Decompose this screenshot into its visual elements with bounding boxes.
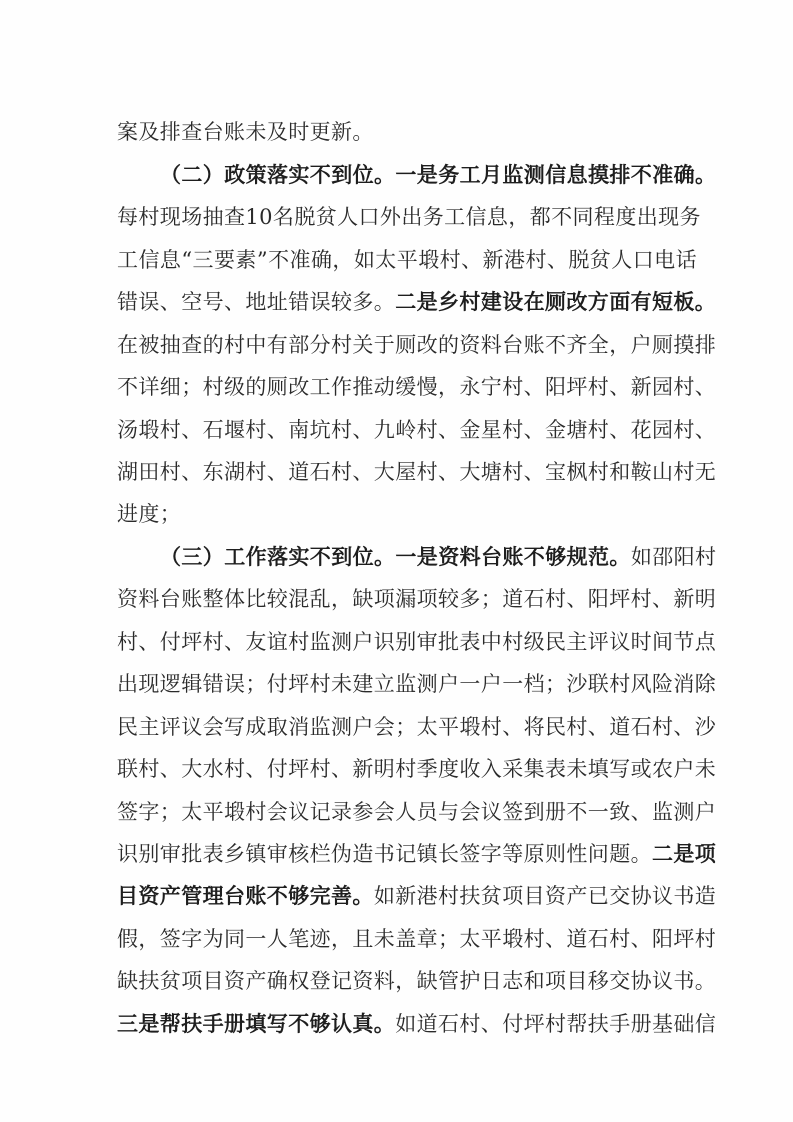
text-line — [117, 664, 717, 704]
section-heading: （三）工作落实不到位。一是资料台账不够规范。 — [160, 544, 631, 569]
text-run: 识别审批表乡镇审核栏伪造书记镇长签字等原则性问题。 — [117, 842, 652, 866]
text-line — [117, 452, 717, 492]
text-line — [117, 749, 717, 789]
text-line — [117, 622, 717, 662]
bold-run: 目资产管理台账不够完善。 — [117, 883, 374, 908]
text-line — [117, 579, 717, 619]
text-run: 不详细；村级的厕改工作推动缓慢，永宁村、阳坪村、新园村、 — [117, 375, 717, 399]
text-line — [117, 792, 717, 832]
text-run: 在被抽查的村中有部分村关于厕改的资料台账不齐全，户厕摸排 — [117, 333, 717, 357]
text-run: 工信息“三要素”不准确，如太平塅村、新港村、脱贫人口电话 — [117, 248, 697, 272]
text-line — [117, 367, 717, 407]
bold-run: 二是乡村建设在厕改方面有短板。 — [395, 289, 717, 314]
text-run: 进度； — [117, 502, 182, 526]
text-run: 民主评议会写成取消监测户会；太平塅村、将民村、道石村、沙 — [117, 715, 717, 739]
text-run: 村、付坪村、友谊村监测户识别审批表中村级民主评议时间节点 — [117, 630, 717, 654]
text-line — [117, 876, 717, 916]
text-line — [117, 707, 717, 747]
text-line — [117, 961, 717, 1001]
text-run: 签字；太平塅村会议记录参会人员与会议签到册不一致、监测户 — [117, 800, 717, 824]
text-line — [117, 919, 717, 959]
text-run: 缺扶贫项目资产确权登记资料，缺管护日志和项目移交协议书。 — [117, 969, 717, 993]
text-run: 如新港村扶贫项目资产已交协议书造 — [373, 884, 717, 908]
bold-run: 三是帮扶手册填写不够认真。 — [117, 1011, 396, 1036]
text-line — [117, 197, 701, 237]
text-line — [117, 834, 717, 874]
text-run: 错误、空号、地址错误较多。 — [117, 290, 396, 314]
text-run: 假，签字为同一人笔迹，且未盖章；太平塅村、道石村、阳坪村 — [117, 927, 717, 951]
section-heading-line — [160, 155, 717, 195]
text-line — [117, 112, 697, 152]
text-run: 资料台账整体比较混乱，缺项漏项较多；道石村、阳坪村、新明 — [117, 587, 717, 611]
text-run: 出现逻辑错误；付坪村未建立监测户一户一档；沙联村风险消除 — [117, 672, 717, 696]
text-run: 案及排查台账未及时更新。 — [117, 120, 374, 144]
text-run: 联村、大水村、付坪村、新明村季度收入采集表未填写或农户未 — [117, 757, 717, 781]
text-run: 湖田村、东湖村、道石村、大屋村、大塘村、宝枫村和鞍山村无 — [117, 460, 717, 484]
text-run: 每村现场抽查10名脱贫人口外出务工信息，都不同程度出现务 — [117, 205, 701, 229]
text-run: 如邵阳村 — [630, 545, 717, 569]
section-heading: （二）政策落实不到位。一是务工月监测信息摸排不准确。 — [160, 162, 717, 187]
text-run: 汤塅村、石堰村、南坑村、九岭村、金星村、金塘村、花园村、 — [117, 418, 717, 442]
section-heading-line — [160, 537, 717, 577]
text-line — [117, 325, 717, 365]
text-line — [117, 282, 717, 322]
text-line — [117, 240, 697, 280]
text-line — [117, 410, 717, 450]
bold-run: 二是项 — [652, 841, 717, 866]
text-line — [117, 1004, 717, 1044]
text-run: 如道石村、付坪村帮扶手册基础信 — [395, 1012, 717, 1036]
text-line — [117, 494, 697, 534]
